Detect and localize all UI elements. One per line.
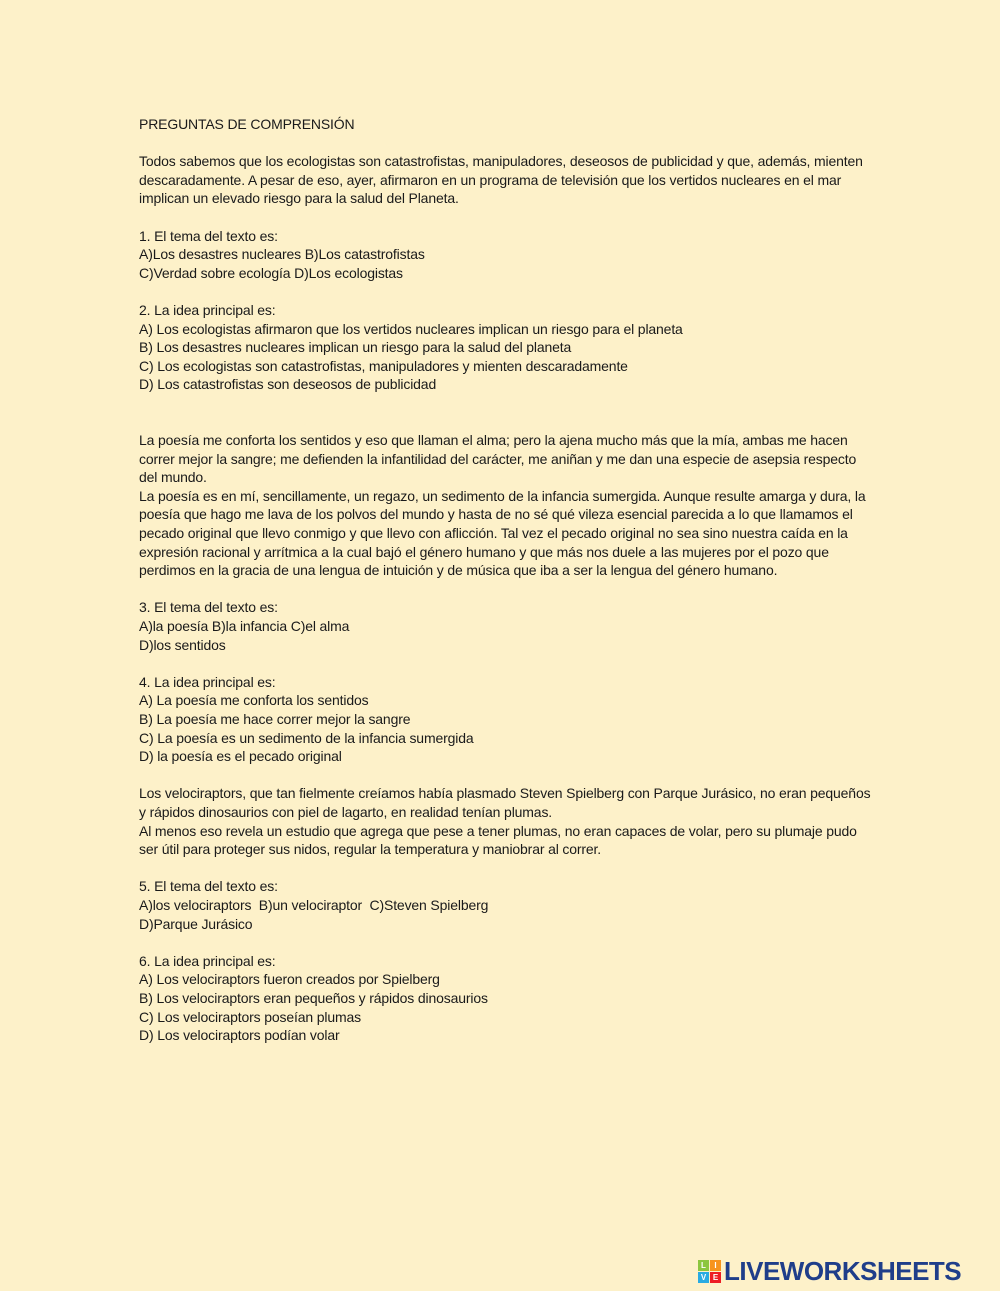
passage-line: del mundo. <box>139 469 207 486</box>
answer-option[interactable]: C) Los velociraptors poseían plumas <box>139 1008 361 1025</box>
logo-mark-tile: I <box>710 1260 721 1271</box>
answer-option[interactable]: C) Los ecologistas son catastrofistas, manipuladores y mienten descaradamente <box>139 357 628 374</box>
question-text: 1. El tema del texto es: <box>139 227 278 244</box>
question-text: 2. La idea principal es: <box>139 301 276 318</box>
answer-option[interactable]: D) la poesía es el pecado original <box>139 748 342 765</box>
passage-line: correr mejor la sangre; me defienden la infantilidad del carácter, me aniñan y me dan una especie de asepsia respecto <box>139 450 857 467</box>
answer-option[interactable]: A)Los desastres nucleares B)Los catastrofistas <box>139 246 425 263</box>
passage-line: expresión racional y arrítmica a la cual bajó el género humano y que más nos duele a las mujeres por el pozo que <box>139 543 829 560</box>
logo-mark-tile: L <box>698 1260 709 1271</box>
passage-3 <box>139 784 871 858</box>
passage-line: y rápidos dinosaurios con piel de lagarto, en realidad tenían plumas. <box>139 803 553 820</box>
answer-option[interactable]: A) Los velociraptors fueron creados por Spielberg <box>139 971 440 988</box>
answer-option[interactable]: D) Los catastrofistas son deseosos de publicidad <box>139 376 437 393</box>
passage-line: implican un elevado riesgo para la salud del Planeta. <box>139 190 459 207</box>
question-1 <box>139 227 864 283</box>
answer-option[interactable]: D) Los velociraptors podían volar <box>139 1027 340 1044</box>
logo-text: LIVEWORKSHEETS <box>724 1255 962 1286</box>
passage-2 <box>139 431 864 580</box>
answer-option[interactable]: A)los velociraptors B)un velociraptor C)Steven Spielberg <box>139 896 489 913</box>
liveworksheets-logo <box>698 1257 961 1285</box>
question-text: 3. El tema del texto es: <box>139 599 278 616</box>
answer-option[interactable]: A) La poesía me conforta los sentidos <box>139 692 369 709</box>
passage-line: Los velociraptors, que tan fielmente creíamos había plasmado Steven Spielberg con Parque Jurásico, no eran pequeños <box>139 785 871 802</box>
passage-line: poesía que hago me lava de los polvos del mundo y hasta de no sé qué vileza esencial parecida a lo que llamamos el <box>139 506 853 523</box>
answer-option[interactable]: C) La poesía es un sedimento de la infancia sumergida <box>139 729 474 746</box>
answer-option[interactable]: D)los sentidos <box>139 636 226 653</box>
passage-line: La poesía es en mí, sencillamente, un regazo, un sedimento de la infancia sumergida. Aunque resulte amarga y dura, la <box>139 487 866 504</box>
answer-option[interactable]: A)la poesía B)la infancia C)el alma <box>139 618 350 635</box>
logo-mark-tile: V <box>698 1272 709 1283</box>
passage-line: Todos sabemos que los ecologistas son catastrofistas, manipuladores, deseosos de publicidad y que, además, mienten <box>139 153 863 170</box>
passage-line: descaradamente. A pesar de eso, ayer, afirmaron en un programa de televisión que los vertidos nucleares en el mar <box>139 171 842 188</box>
question-4 <box>139 673 864 766</box>
answer-option[interactable]: C)Verdad sobre ecología D)Los ecologistas <box>139 264 403 281</box>
question-text: 5. El tema del texto es: <box>139 878 278 895</box>
passage-line: La poesía me conforta los sentidos y eso que llaman el alma; pero la ajena mucho más que la mía, ambas me hacen <box>139 432 848 449</box>
passage-1 <box>139 152 864 208</box>
question-text: 4. La idea principal es: <box>139 673 276 690</box>
question-2 <box>139 301 864 394</box>
page-title: PREGUNTAS DE COMPRENSIÓN <box>139 116 355 132</box>
logo-mark-icon <box>698 1260 721 1283</box>
passage-line: pecado original que llevo conmigo y que llevo con aflicción. Tal vez el pecado original no sea sino nuestra caída en la <box>139 525 848 542</box>
answer-option[interactable]: B) Los desastres nucleares implican un riesgo para la salud del planeta <box>139 339 572 356</box>
logo-mark-tile: E <box>710 1272 721 1283</box>
answer-option[interactable]: A) Los ecologistas afirmaron que los vertidos nucleares implican un riesgo para el planeta <box>139 320 683 337</box>
question-text: 6. La idea principal es: <box>139 952 276 969</box>
answer-option[interactable]: B) La poesía me hace correr mejor la sangre <box>139 711 411 727</box>
passage-line: perdimos en la gracia de una lengua de intuición y de música que iba a ser la lengua del género humano. <box>139 562 778 579</box>
question-6 <box>139 952 864 1045</box>
worksheet-content <box>139 115 871 1045</box>
answer-option[interactable]: D)Parque Jurásico <box>139 915 253 932</box>
passage-line: ser útil para proteger sus nidos, regular la temperatura y maniobrar al correr. <box>139 841 602 858</box>
question-3 <box>139 598 864 654</box>
answer-option[interactable]: B) Los velociraptors eran pequeños y rápidos dinosaurios <box>139 989 488 1006</box>
question-5 <box>139 877 864 933</box>
passage-line: Al menos eso revela un estudio que agrega que pese a tener plumas, no eran capaces de volar, pero su plumaje pudo <box>139 822 857 839</box>
